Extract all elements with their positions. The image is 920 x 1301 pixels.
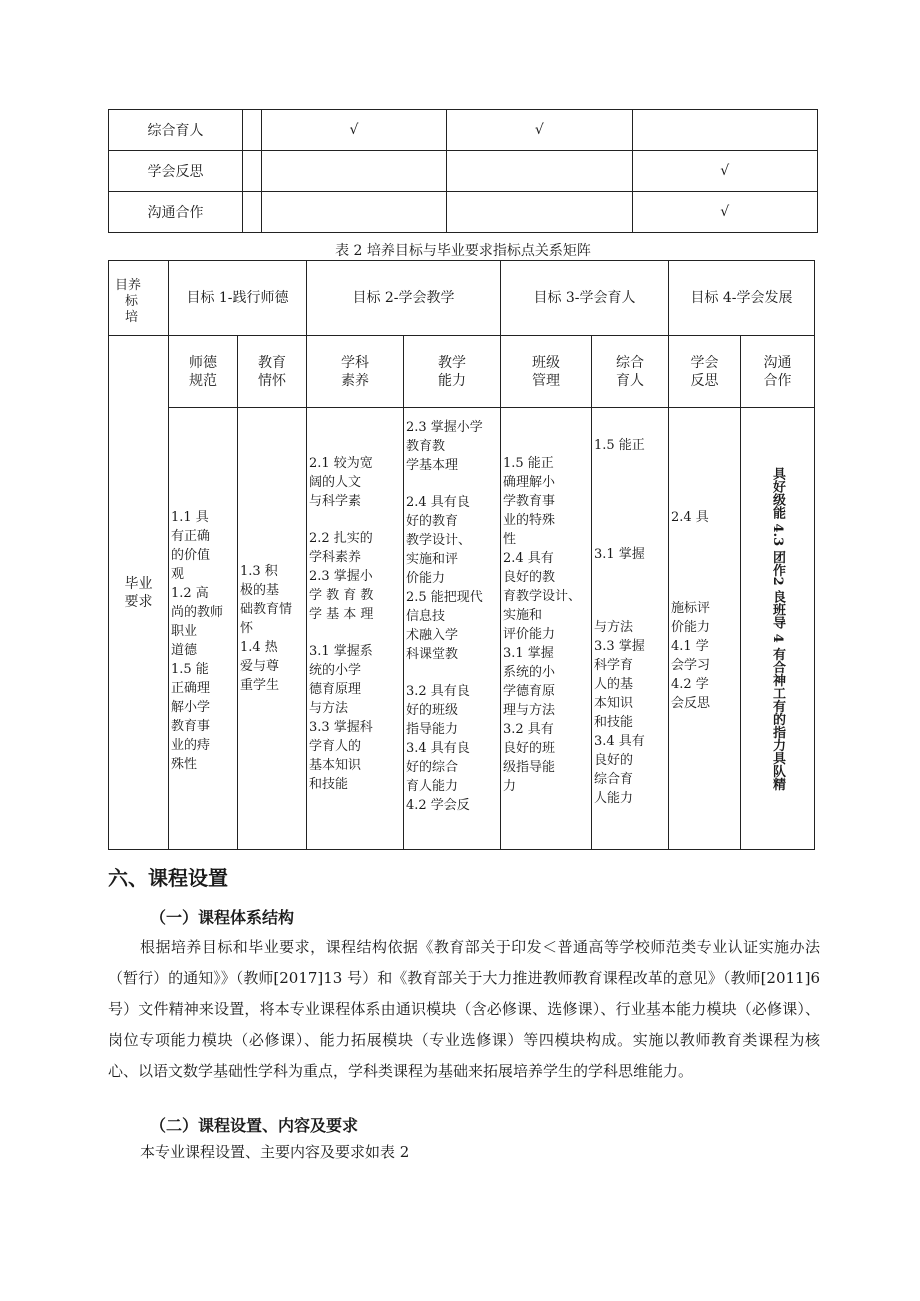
cell-line [240,526,304,544]
cell-line: 力 [503,779,517,794]
cell-line: 2.5 能把现代 [406,590,483,605]
cell-line: 良好的 [594,753,634,768]
cell-line [594,582,666,600]
cell-line: 性 [503,532,517,547]
cell-line: 学基本理 [406,458,459,473]
graduation-requirement-label: 毕业 要求 [109,336,169,850]
cell-line [240,508,304,526]
cell-line: 教学设计、 [406,533,472,548]
sub-header-8: 沟通 合作 [741,336,815,408]
cell-line [594,564,666,582]
cell-line: 与方法 [309,701,349,716]
cell-line: 实施和 [503,608,543,623]
cell-line: 1.4 热 [240,640,278,655]
top-table-row [109,110,818,151]
cell-line [240,418,304,436]
cell-line [671,563,738,581]
cell-line [240,436,304,454]
check-cell [447,151,632,192]
cell-line: 会学习 [671,658,711,673]
cell-line: 教育教 [406,439,446,454]
cell-line: 道德 [171,643,198,658]
cell-line: 德育原理 [309,682,362,697]
cell-line: 解小学 [171,700,211,715]
cell-line [309,624,401,642]
cell-line: 学德育原 [503,684,556,699]
cell-line [503,436,589,454]
row-label: 综合育人 [109,110,243,151]
sub-header-3: 学科 素养 [307,336,404,408]
cell-line [171,436,235,454]
cell-line: 学育人的 [309,739,362,754]
cell-line [240,454,304,472]
cell-line: 1.3 积 [240,564,278,579]
cell-line: 2.4 具有良 [406,495,470,510]
cell-line: 科学育 [594,658,634,673]
cell-line: 系统的小 [503,665,556,680]
cell-line: 3.2 具有良 [406,684,470,699]
matrix-caption: 表 2 培养目标与毕业要求指标点关系矩阵 [335,243,591,259]
cell-line: 人能力 [594,791,634,806]
sub-header-7: 学会 反思 [669,336,741,408]
cell-line: 会反思 [671,696,711,711]
cell-line: 好的综合 [406,760,459,775]
cell-line: 统的小学 [309,663,362,678]
cell-line: 3.1 掌握系 [309,644,373,659]
cell-line: 与方法 [594,620,634,635]
cell-line: 学教育事 [503,494,556,509]
cell-line: 基本知识 [309,758,362,773]
cell-line: 业的特殊 [503,513,556,528]
check-cell: √ [447,110,632,151]
cell-line: 正确理 [171,681,211,696]
cell-line: 良好的教 [503,570,556,585]
cell-line: 理与方法 [503,703,556,718]
top-table-row [109,151,818,192]
cell-line: 的价值 [171,548,211,563]
cell-line: 信息技 [406,609,446,624]
check-cell: √ [632,192,817,233]
goal-requirement-matrix [108,260,815,850]
matrix-cell-c4 [404,408,501,850]
cell-line: 学 教 育 教 [309,588,374,603]
sub-header-5: 班级 管理 [501,336,592,408]
row-label: 沟通合作 [109,192,243,233]
cell-line: 2.4 具 [671,510,709,525]
cell-line: 价能力 [406,571,446,586]
cell-line [671,418,738,436]
sub-header-2: 教育 情怀 [238,336,307,408]
check-cell [243,151,262,192]
cell-line [671,581,738,599]
corner-text-b: 标 [125,294,139,309]
cell-line: 2.3 掌握小学 [406,420,483,435]
cell-line: 1.5 能正 [594,438,645,453]
subsection-title-1: （一）课程体系结构 [150,908,295,927]
cell-line [171,454,235,472]
sub-header-4: 教学 能力 [404,336,501,408]
goal-2-header: 目标 2-学会教学 [307,261,501,336]
paragraph-course-structure: 根据培养目标和毕业要求，课程结构依据《教育部关于印发＜普通高等学校师范类专业认证实施办法（暂行）的通知》》（教师[2017]13 号）和《教育部关于大力推进教师教育课程改革的意见》（教师[2011]6 号）文件精神来设置，将本专业课程体系由通识模块（含必修课、选修课）、行业基本能力模块（必修课）、岗位专项能力模块（必修课）、能力拓展模块（专业选修课）等四模块构成。实施以教师教育类课程为核心、以语文数学基础性学科为重点，学科类课程为基础来拓展培养学生的学科思维能力。 [108,938,820,1080]
check-cell [243,110,262,151]
cell-line: 施标评 [671,601,711,616]
cell-line: 和技能 [309,777,349,792]
cell-line [171,490,235,508]
cell-line [503,418,589,436]
cell-line [240,472,304,490]
cell-line [406,664,498,682]
cell-line: 3.3 掌握 [594,639,645,654]
cell-line [594,473,666,491]
cell-line [671,545,738,563]
cell-line: 2.1 较为宽 [309,456,373,471]
check-cell: √ [261,110,446,151]
check-cell [261,192,446,233]
cell-line: 育教学设计、 [503,589,582,604]
cell-line: 好的班级 [406,703,459,718]
cell-line: 学科素养 [309,550,362,565]
cell-line [594,491,666,509]
matrix-cell-c6 [592,408,669,850]
cell-line: 4.2 学会反 [406,798,470,813]
cell-line: 职业 [171,624,198,639]
cell-line [406,475,498,493]
vertical-text: 具好级能 4.3 团作2 良班导 4 有合神工有的指力具队精 [770,466,785,791]
cell-line: 4.2 学 [671,677,709,692]
cell-line: 3.2 具有 [503,722,554,737]
matrix-cell-c2 [238,408,307,850]
cell-line: 3.3 掌握科 [309,720,373,735]
cell-line: 学 基 本 理 [309,607,374,622]
corner-text-a: 目养 [115,278,142,293]
cell-line [594,527,666,545]
cell-line: 业的痔 [171,738,211,753]
cell-line: 础教育情 [240,602,293,617]
cell-line: 殊性 [171,757,198,772]
top-table-row [109,192,818,233]
matrix-cell-c3 [307,408,404,850]
check-cell [632,110,817,151]
cell-line: 3.1 掌握 [503,646,554,661]
cell-line: 极的基 [240,583,280,598]
cell-line: 1.2 高 [171,586,209,601]
cell-line [309,511,401,529]
cell-line [671,472,738,490]
cell-line: 术融入学 [406,628,459,643]
cell-line [594,509,666,527]
subsection-title-2: （二）课程设置、内容及要求 [150,1116,359,1135]
cell-line [671,436,738,454]
cell-line: 2.2 扎实的 [309,531,373,546]
cell-line: 级指导能 [503,760,556,775]
cell-line: 1.5 能正 [503,456,554,471]
cell-line [309,418,401,436]
cell-line: 价能力 [671,620,711,635]
paragraph-course-settings: 本专业课程设置、主要内容及要求如表 2 [140,1143,410,1161]
cell-line: 和技能 [594,715,634,730]
cell-line: 2.3 掌握小 [309,569,373,584]
matrix-cell-c1 [169,408,238,850]
matrix-corner-cell [109,261,169,336]
top-table [108,109,818,233]
row-label: 学会反思 [109,151,243,192]
cell-line: 育人能力 [406,779,459,794]
cell-line: 2.4 具有 [503,551,554,566]
cell-line: 综合育 [594,772,634,787]
cell-line: 1.1 具 [171,510,209,525]
cell-line: 4.1 学 [671,639,709,654]
cell-line [671,454,738,472]
check-cell: √ [632,151,817,192]
cell-line [594,418,666,436]
cell-line: 3.1 掌握 [594,547,645,562]
sub-header-6: 综合 育人 [592,336,669,408]
cell-line [171,472,235,490]
cell-line [671,490,738,508]
cell-line: 怀 [240,621,254,636]
cell-line [171,418,235,436]
matrix-cell-c8 [741,408,815,850]
cell-line: 3.4 具有良 [406,741,470,756]
cell-line: 教育事 [171,719,211,734]
cell-line [240,490,304,508]
cell-line: 科课堂教 [406,647,459,662]
cell-line: 好的教育 [406,514,459,529]
cell-line: 指导能力 [406,722,459,737]
cell-line [309,436,401,454]
check-cell [243,192,262,233]
cell-line: 人的基 [594,677,634,692]
cell-line: 本知识 [594,696,634,711]
matrix-cell-c5 [501,408,592,850]
goal-3-header: 目标 3-学会育人 [501,261,669,336]
cell-line: 确理解小 [503,475,556,490]
cell-line: 1.5 能 [171,662,209,677]
cell-line: 实施和评 [406,552,459,567]
goal-4-header: 目标 4-学会发展 [669,261,815,336]
cell-line [671,527,738,545]
cell-line: 阔的人文 [309,475,362,490]
cell-line: 评价能力 [503,627,556,642]
goal-1-header: 目标 1-践行师德 [169,261,307,336]
check-cell [261,151,446,192]
cell-line [594,600,666,618]
cell-line: 与科学素 [309,494,362,509]
cell-line [594,455,666,473]
cell-line [240,544,304,562]
cell-line: 3.4 具有 [594,734,645,749]
cell-line: 良好的班 [503,741,556,756]
cell-line: 爱与尊 [240,659,280,674]
corner-text-c: 培 [125,310,139,325]
section-title: 六、课程设置 [108,866,228,890]
check-cell [447,192,632,233]
sub-header-1: 师德 规范 [169,336,238,408]
cell-line: 有正确 [171,529,211,544]
cell-line: 观 [171,567,185,582]
matrix-cell-c7 [669,408,741,850]
cell-line: 尚的教师 [171,605,224,620]
cell-line: 重学生 [240,678,280,693]
